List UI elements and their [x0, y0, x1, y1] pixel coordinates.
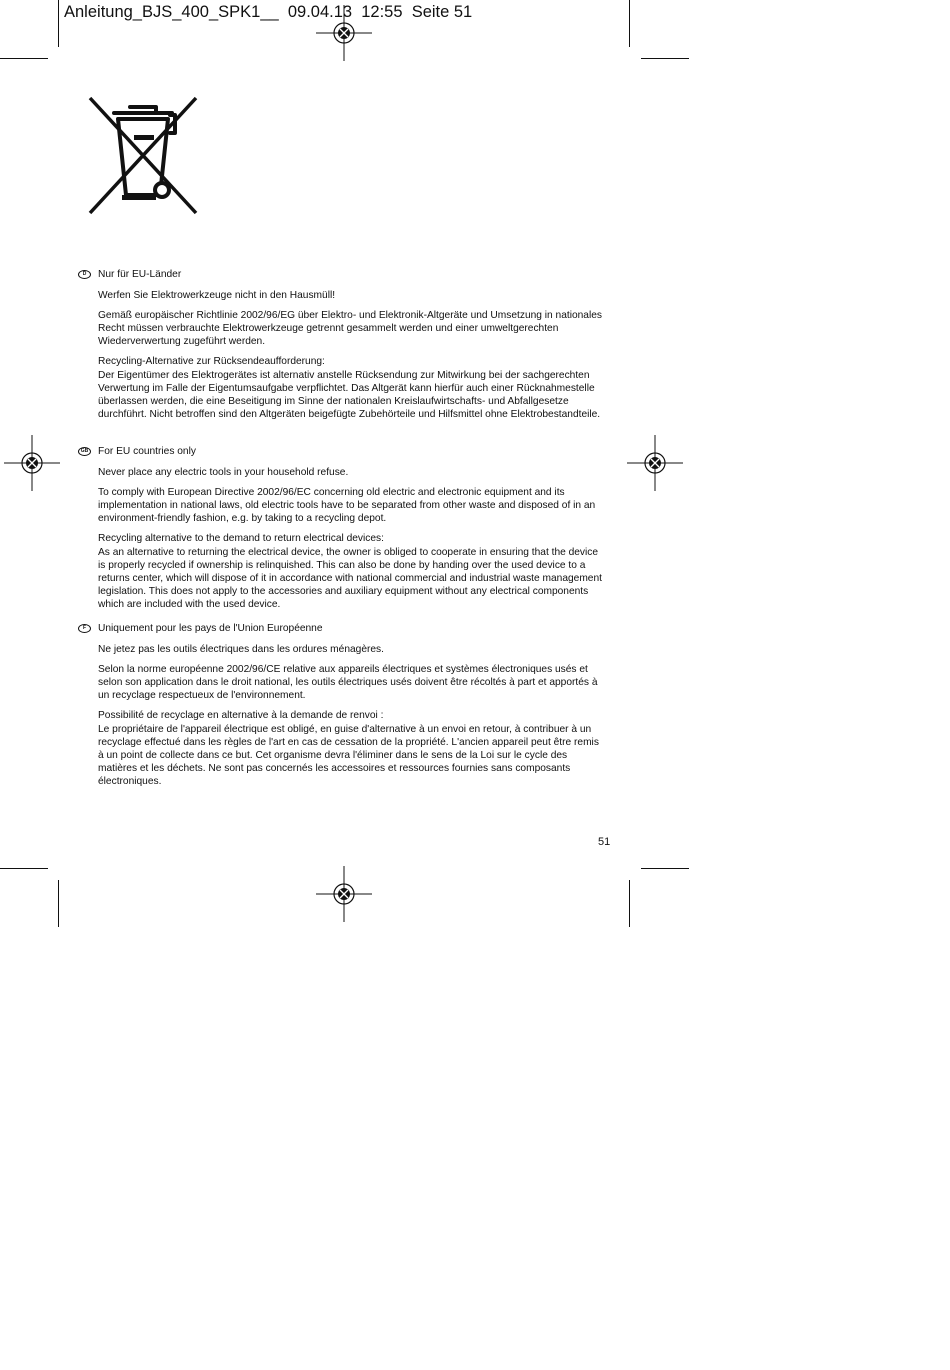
- paragraph: Possibilité de recyclage en alternative à la demande de renvoi : Le propriétaire de l'appareil électrique est obligé, en guise d'alternative à un envoi en retour, à contribuer à un recyclage effectué dans les règles de l'art en cas de cessation de la propriété. L'ancien appareil peut être remis à un point de collecte dans ce but. Cet organisme devra l'éliminer dans le sens de la Loi sur le cycle des matières et les déchets. Ne sont pas concernés les accessoires et ressources fournies sans composants électroniques.: [98, 710, 599, 787]
- country-code-badge: F: [78, 624, 91, 633]
- paragraph: Recycling alternative to the demand to return electrical devices: As an alternative to returning the electrical device, the owner is obliged to cooperate in ensuring that the device is properly recycled if ownership is relinquished. This can also be done by handing over the used device to a returns center, which will dispose of it in accordance with national commercial and industrial waste management legislation. This does not apply to the accessories and auxiliary equipment without any electrical components which are included with the used device.: [98, 533, 602, 610]
- registration-mark-icon: [316, 866, 372, 922]
- paragraph: Recycling-Alternative zur Rücksendeaufforderung: Der Eigentümer des Elektrogerätes ist alternativ anstelle Rücksendung zur Mitwirkung bei der sachgerechten Verwertung im Falle der Eigentumsaufgabe verpflichtet. Das Altgerät kann hierfür auch einer Rücknahmestelle überlassen werden, die eine Beseitigung im Sinne der nationalen Kreislaufwirtschafts- und Abfallgesetze durchführt. Nicht betroffen sind den Altgeräten beigefügte Zubehörteile und Hilfsmittel ohne Elektrobestandteile.: [98, 356, 601, 420]
- page-number: 51: [598, 836, 611, 848]
- crop-mark: [58, 0, 59, 47]
- crop-mark: [58, 880, 59, 927]
- print-slug: Anleitung_BJS_400_SPK1__ 09.04.13 12:55 Seite 51: [64, 3, 473, 21]
- crossed-out-wheelie-bin-icon: [86, 95, 200, 217]
- paragraph: Gemäß europäischer Richtlinie 2002/96/EG über Elektro- und Elektronik-Altgeräte und Umsetzung in nationales Recht müssen verbrauchte Elektrowerkzeuge getrennt gesammelt werden und einer umweltgerechten Wiederverwertung zugeführt werden.: [98, 310, 602, 348]
- registration-mark-icon: [316, 5, 372, 61]
- crop-mark: [641, 868, 689, 869]
- paragraph: Selon la norme européenne 2002/96/CE relative aux appareils électriques et systèmes électroniques usés et selon son application dans le droit national, les outils électriques usés doivent être récoltés à part et apportés à un recyclage respectueux de l'environnement.: [98, 664, 598, 702]
- country-code-badge: D: [78, 270, 91, 279]
- crop-mark: [0, 58, 48, 59]
- crop-mark: [629, 880, 630, 927]
- crop-mark: [641, 58, 689, 59]
- paragraph: Werfen Sie Elektrowerkzeuge nicht in den Hausmüll!: [98, 290, 336, 302]
- section-de: [82, 268, 606, 428]
- paragraph: Ne jetez pas les outils électriques dans les ordures ménagères.: [98, 644, 384, 656]
- country-code-badge: GB: [78, 447, 91, 456]
- section-heading: Nur für EU-Länder: [98, 269, 182, 280]
- paragraph: Never place any electric tools in your household refuse.: [98, 467, 349, 479]
- section-heading: Uniquement pour les pays de l'Union Européenne: [98, 623, 323, 634]
- section-fr: [82, 622, 606, 795]
- crop-mark: [629, 0, 630, 47]
- section-gb: [80, 445, 606, 618]
- section-heading: For EU countries only: [98, 446, 196, 457]
- registration-mark-icon: [4, 435, 60, 491]
- registration-mark-icon: [627, 435, 683, 491]
- crop-mark: [0, 868, 48, 869]
- paragraph: To comply with European Directive 2002/96/EC concerning old electric and electronic equipment and its implementation in national laws, old electric tools have to be separated from other waste and disposed of in an environment-friendly fashion, e.g. by taking to a recycling depot.: [98, 487, 596, 525]
